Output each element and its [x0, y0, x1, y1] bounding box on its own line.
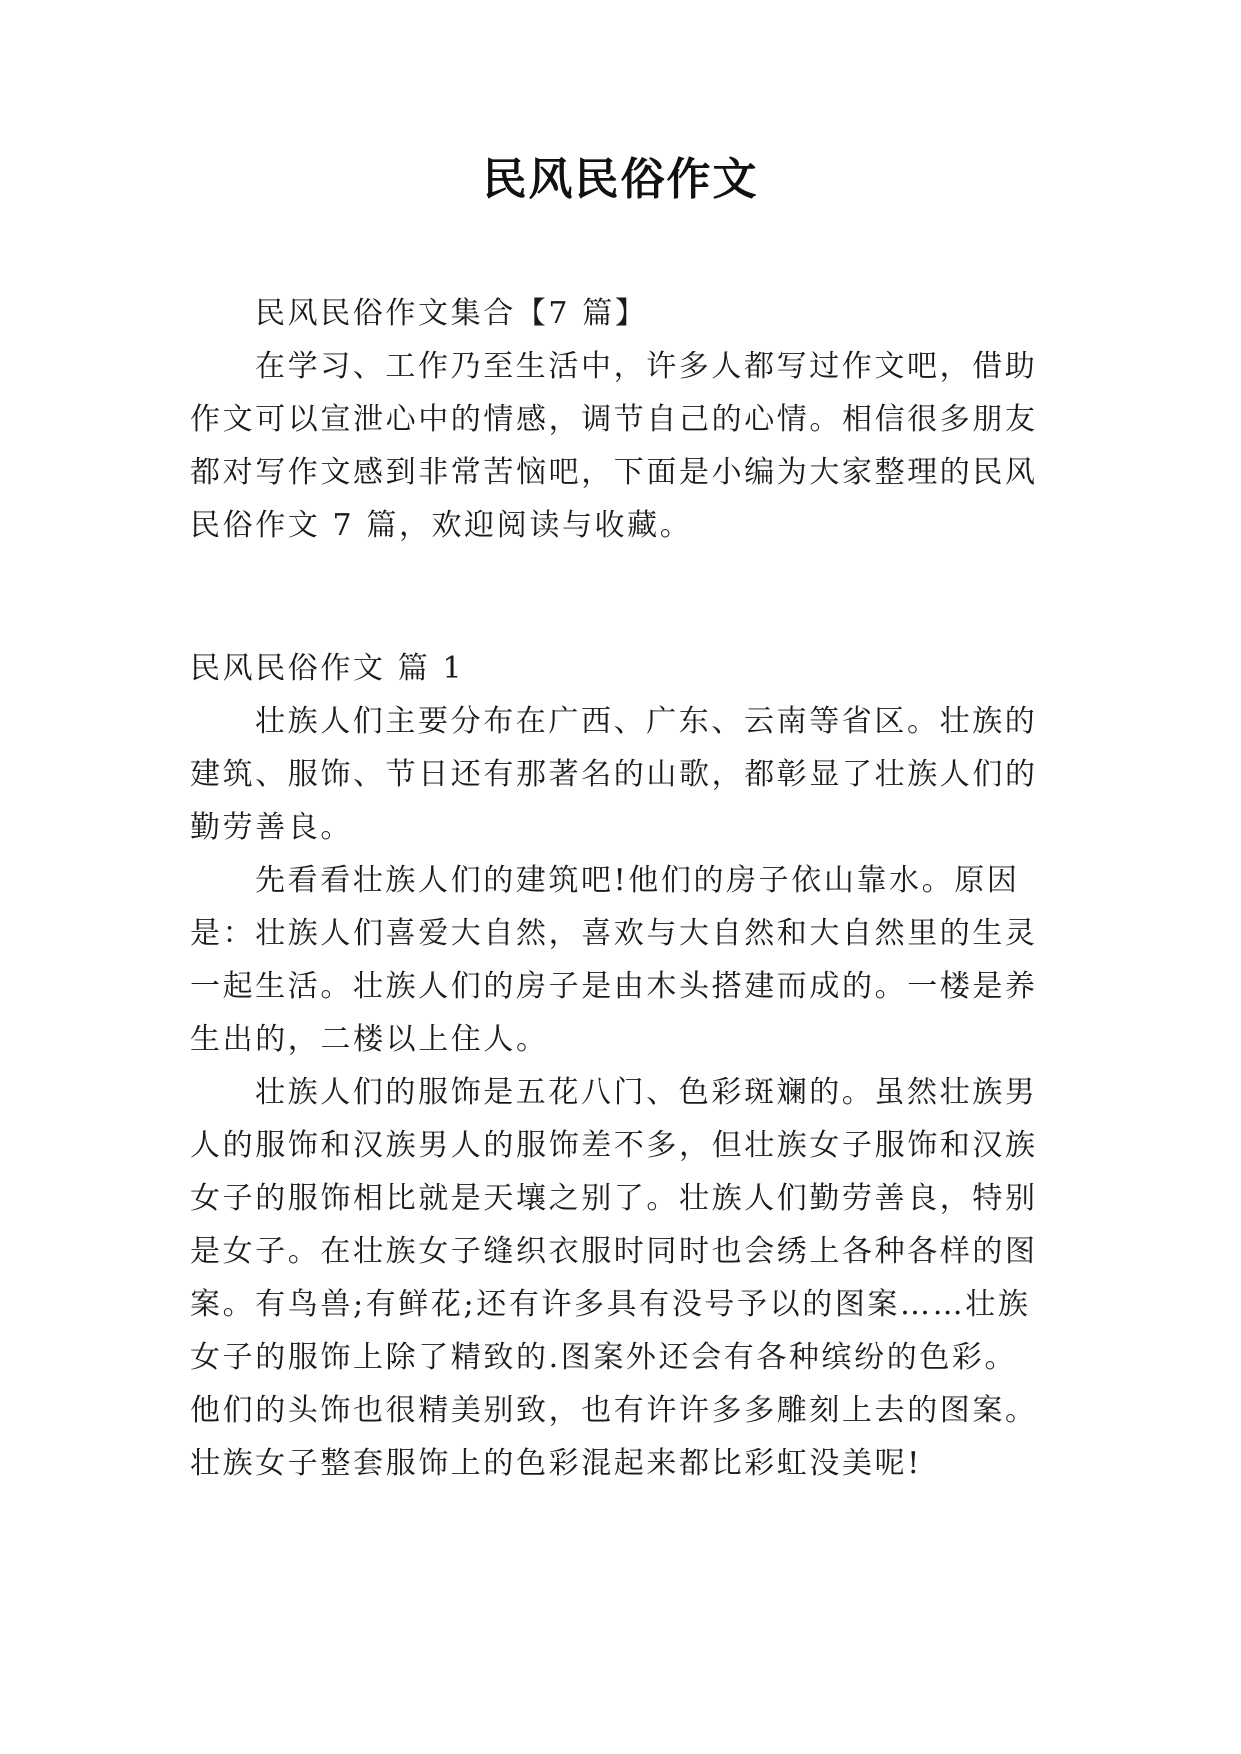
- paragraph-line: 女子的服饰相比就是天壤之别了。壮族人们勤劳善良，特别: [190, 1181, 1038, 1216]
- paragraph-line: 人的服饰和汉族男人的服饰差不多，但壮族女子服饰和汉族: [190, 1128, 1038, 1163]
- intro-line: 民俗作文 7 篇，欢迎阅读与收藏。: [190, 508, 693, 543]
- section-spacer: [190, 552, 1070, 642]
- paragraph-line: 壮族人们的服饰是五花八门、色彩斑斓的。虽然壮族男: [255, 1075, 1038, 1110]
- paragraph-line: 先看看壮族人们的建筑吧!他们的房子依山靠水。原因: [255, 863, 1020, 898]
- paragraph-line: 生出的，二楼以上住人。: [190, 1022, 549, 1057]
- body-paragraph: [190, 1066, 1070, 1490]
- document-body: [190, 287, 1070, 1490]
- paragraph-line: 案。有鸟兽;有鲜花;还有许多具有没号予以的图案……壮族: [190, 1287, 1031, 1322]
- intro-line: 都对写作文感到非常苦恼吧，下面是小编为大家整理的民风: [190, 455, 1038, 490]
- paragraph-line: 是女子。在壮族女子缝织衣服时同时也会绣上各种各样的图: [190, 1234, 1038, 1269]
- document-title: 民风民俗作文: [482, 154, 759, 205]
- paragraph-line: 女子的服饰上除了精致的.图案外还会有各种缤纷的色彩。: [190, 1340, 1018, 1375]
- paragraph-line: 是：壮族人们喜爱大自然，喜欢与大自然和大自然里的生灵: [190, 916, 1038, 951]
- section-heading: 民风民俗作文 篇 1: [190, 651, 465, 686]
- paragraph-line: 一起生活。壮族人们的房子是由木头搭建而成的。一楼是养: [190, 969, 1038, 1004]
- collection-heading: 民风民俗作文集合【7 篇】: [255, 296, 648, 331]
- intro-line: 在学习、工作乃至生活中，许多人都写过作文吧，借助: [255, 349, 1038, 384]
- intro-line: 作文可以宣泄心中的情感，调节自己的心情。相信很多朋友: [190, 402, 1038, 437]
- paragraph-line: 建筑、服饰、节日还有那著名的山歌，都彰显了壮族人们的: [190, 757, 1038, 792]
- body-paragraph: [190, 854, 1070, 1066]
- body-paragraph: [190, 695, 1070, 854]
- paragraph-line: 壮族人们主要分布在广西、广东、云南等省区。壮族的: [255, 704, 1038, 739]
- paragraph-line: 勤劳善良。: [190, 810, 353, 845]
- paragraph-line: 他们的头饰也很精美别致，也有许许多多雕刻上去的图案。: [190, 1393, 1038, 1428]
- intro-paragraph: [190, 340, 1070, 552]
- paragraph-line: 壮族女子整套服饰上的色彩混起来都比彩虹没美呢!: [190, 1446, 922, 1481]
